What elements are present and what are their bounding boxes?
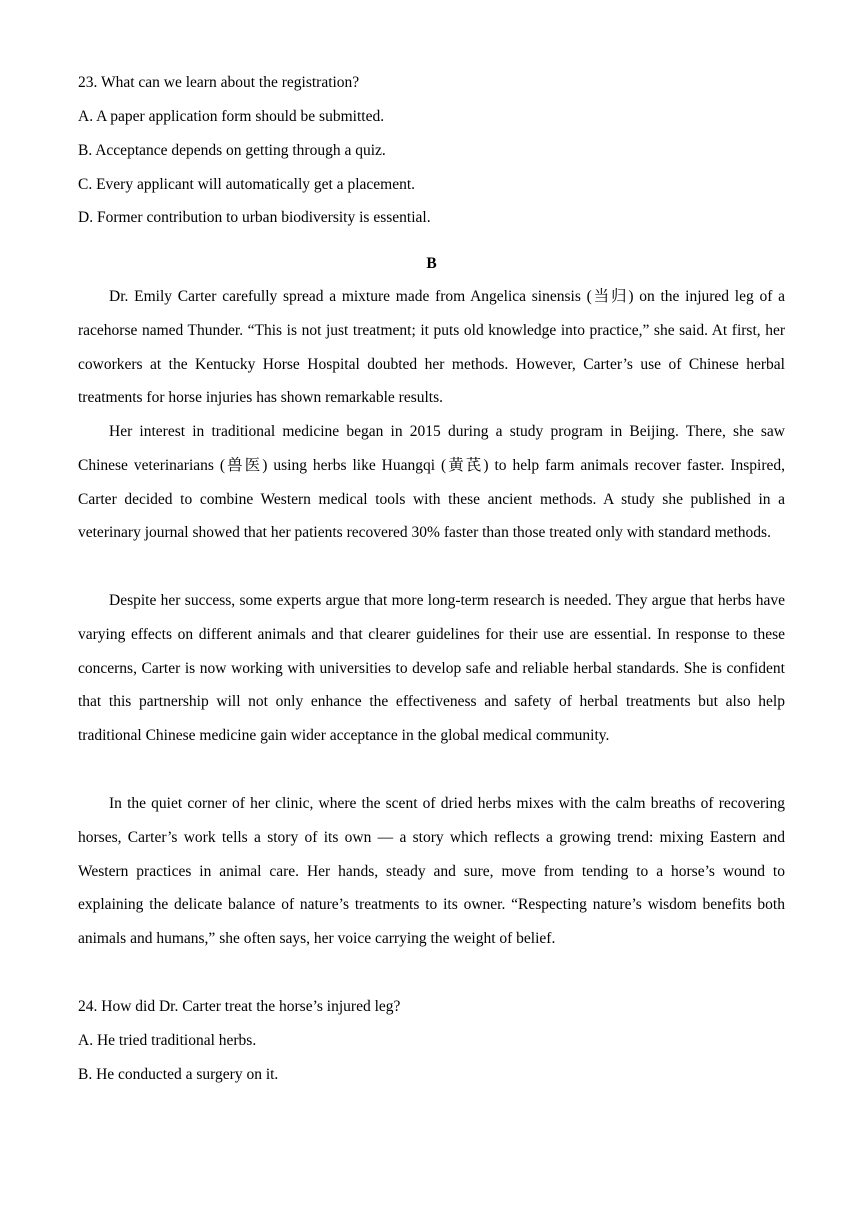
passage-b-paragraph-4: In the quiet corner of her clinic, where the scent of dried herbs mixes with the calm breaths of recovering horses, Carter’s work tells a story of its own — a story which reflects a growing trend: mixing Eastern and Western practices in animal care. Her hands, steady and sure, move from tending to a horse’s wound to explaining the delicate balance of nature’s treatments to its owner. “Respecting nature’s wisdom benefits both animals and humans,” she often says, her voice carrying the weight of belief. xyxy=(78,795,785,948)
question-23-option-a: A. A paper application form should be submitted. xyxy=(78,108,385,125)
question-23-option-c: C. Every applicant will automatically get a placement. xyxy=(78,176,416,193)
question-24: 24. How did Dr. Carter treat the horse’s injured leg? xyxy=(78,998,401,1015)
passage-b-paragraph-1: Dr. Emily Carter carefully spread a mixture made from Angelica sinensis (当归) on the injured leg of a racehorse named Thunder. “This is not just treatment; it puts old knowledge into practice,” she said. At first, her coworkers at the Kentucky Horse Hospital doubted her methods. However, Carter’s use of Chinese herbal treatments for horse injuries has shown remarkable results. xyxy=(78,288,785,407)
question-24-option-b: B. He conducted a surgery on it. xyxy=(78,1066,279,1083)
question-23-option-d: D. Former contribution to urban biodiversity is essential. xyxy=(78,209,431,226)
question-24-option-a: A. He tried traditional herbs. xyxy=(78,1032,257,1049)
question-23-option-b: B. Acceptance depends on getting through a quiz. xyxy=(78,142,386,159)
passage-b-paragraph-3: Despite her success, some experts argue that more long-term research is needed. They argue that herbs have varying effects on different animals and that clearer guidelines for their use are essential. In response to these concerns, Carter is now working with universities to develop safe and reliable herbal standards. She is confident that this partnership will not only enhance the effectiveness and safety of herbal treatments but also help traditional Chinese medicine gain wider acceptance in the global medical community. xyxy=(78,592,785,745)
passage-b-heading: B xyxy=(426,255,437,272)
question-23: 23. What can we learn about the registration? xyxy=(78,74,360,91)
passage-b-paragraph-2: Her interest in traditional medicine began in 2015 during a study program in Beijing. There, she saw Chinese veterinarians (兽医) using herbs like Huangqi (黄芪) to help farm animals recover faster. Inspired, Carter decided to combine Western medical tools with these ancient methods. A study she published in a veterinary journal showed that her patients recovered 30% faster than those treated only with standard methods. xyxy=(78,423,785,542)
